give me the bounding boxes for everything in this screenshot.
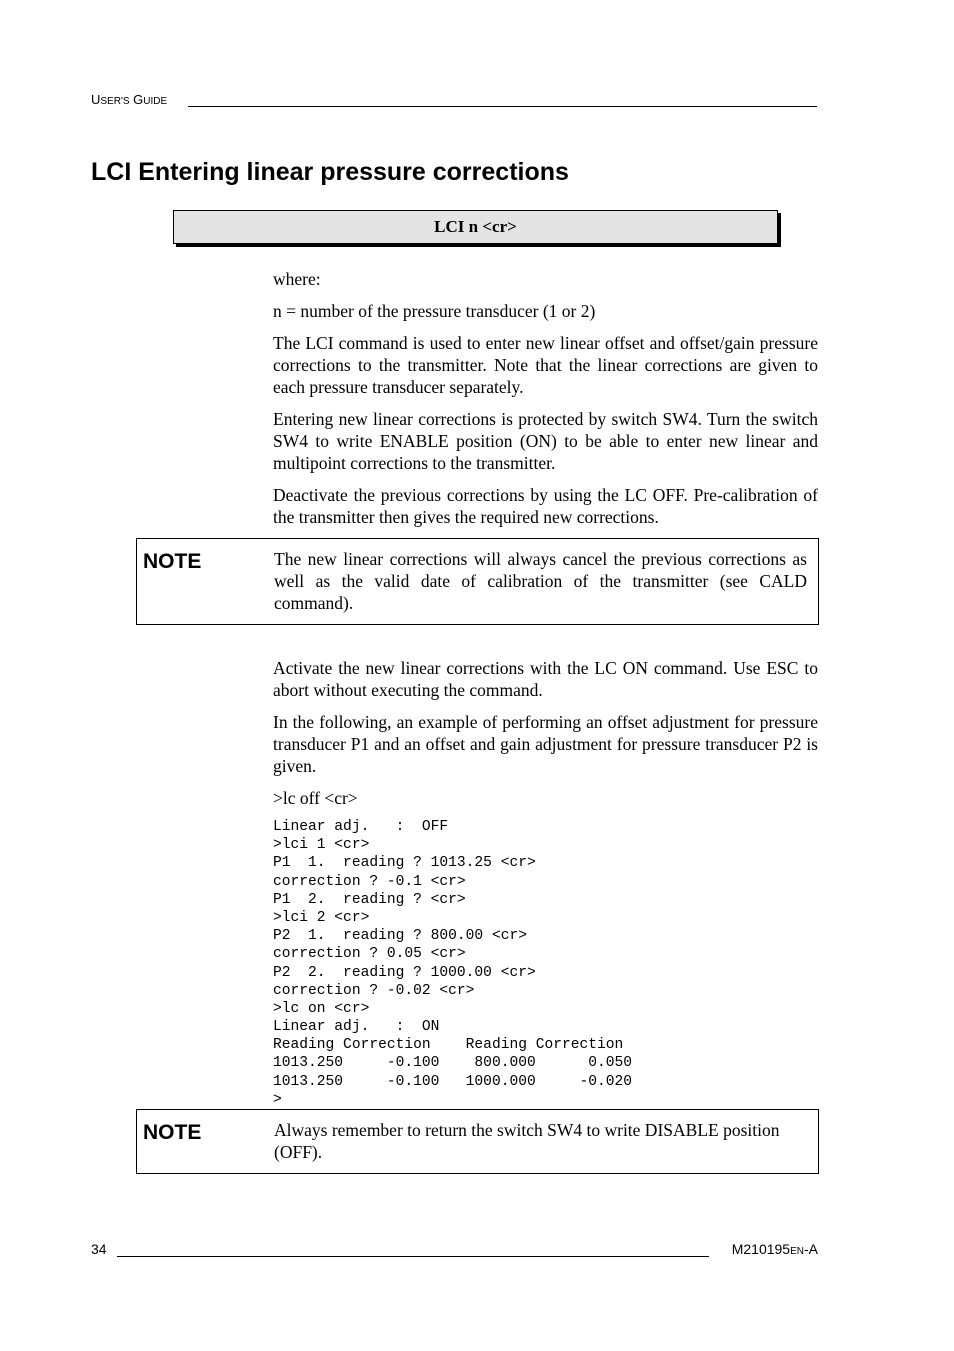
- code-line: >lci 1 <cr>: [273, 837, 370, 854]
- n-definition-paragraph: n = number of the pressure transducer (1 or 2): [273, 301, 596, 321]
- section-title: LCI Entering linear pressure corrections: [91, 158, 569, 186]
- note-box-2: [136, 1109, 819, 1174]
- code-line: correction ? -0.1 <cr>: [273, 873, 466, 890]
- intro-paragraph: The LCI command is used to enter new linear offset and offset/gain pressure corrections to the transmitter. Note that the linear corrections are given to each pressure transducer separately.: [273, 333, 818, 397]
- document-code: [732, 1241, 818, 1260]
- header-cap-2: G: [129, 92, 144, 107]
- header-cap-1: U: [91, 92, 101, 107]
- running-header: [91, 92, 817, 110]
- code-line: Linear adj. : ON: [273, 1019, 440, 1036]
- where-paragraph: where:: [273, 269, 321, 289]
- code-line: P1 1. reading ? 1013.25 <cr>: [273, 855, 536, 872]
- code-line: P1 2. reading ? <cr>: [273, 891, 466, 908]
- code-line: P2 1. reading ? 800.00 <cr>: [273, 928, 527, 945]
- activate-paragraph: Activate the new linear corrections with the LC ON command. Use ESC to abort without executing the command.: [273, 658, 818, 700]
- code-example: [273, 818, 818, 1109]
- code-line: Reading Correction Reading Correction: [273, 1037, 624, 1054]
- doc-code-smallcaps: EN: [790, 1246, 804, 1257]
- note-label-1: NOTE: [143, 550, 202, 573]
- command-syntax: LCI n <cr>: [434, 217, 517, 236]
- footer-rule: [117, 1256, 709, 1257]
- code-line: correction ? -0.02 <cr>: [273, 982, 475, 999]
- code-line: 1013.250 -0.100 800.000 0.050: [273, 1055, 633, 1072]
- code-line: >: [273, 1091, 282, 1108]
- lc-off-command: >lc off <cr>: [273, 788, 358, 808]
- note-text-1: The new linear corrections will always cancel the previous corrections as well as the valid date of calibration of the transmitter (see CALD command).: [274, 549, 807, 613]
- header-smallcaps-2: UIDE: [143, 96, 168, 107]
- note-text-2: Always remember to return the switch SW4 to write DISABLE position (OFF).: [274, 1120, 780, 1162]
- doc-code-suffix: -A: [804, 1241, 818, 1257]
- code-line: >lci 2 <cr>: [273, 909, 370, 926]
- code-line: Linear adj. : OFF: [273, 819, 449, 835]
- note-box-1: [136, 538, 819, 625]
- code-line: >lc on <cr>: [273, 1000, 370, 1017]
- protection-paragraph: Entering new linear corrections is protected by switch SW4. Turn the switch SW4 to write ENABLE position (ON) to be able to enter new linear and multipoint corrections to the transmitter.: [273, 409, 818, 473]
- code-line: 1013.250 -0.100 1000.000 -0.020: [273, 1073, 633, 1090]
- header-rule: [188, 106, 817, 107]
- header-smallcaps-1: SER'S: [100, 96, 130, 107]
- deactivate-paragraph: Deactivate the previous corrections by using the LC OFF. Pre-calibration of the transmitter then gives the required new corrections.: [273, 485, 818, 527]
- page-number: 34: [91, 1241, 107, 1257]
- doc-code-main: M210195: [731, 1241, 791, 1257]
- code-line: P2 2. reading ? 1000.00 <cr>: [273, 964, 536, 981]
- example-paragraph: In the following, an example of performing an offset adjustment for pressure transducer P1 and an offset and gain adjustment for pressure transducer P2 is given.: [273, 712, 818, 776]
- command-syntax-box: [173, 210, 778, 244]
- code-line: correction ? 0.05 <cr>: [273, 946, 466, 963]
- note-label-2: NOTE: [143, 1121, 202, 1144]
